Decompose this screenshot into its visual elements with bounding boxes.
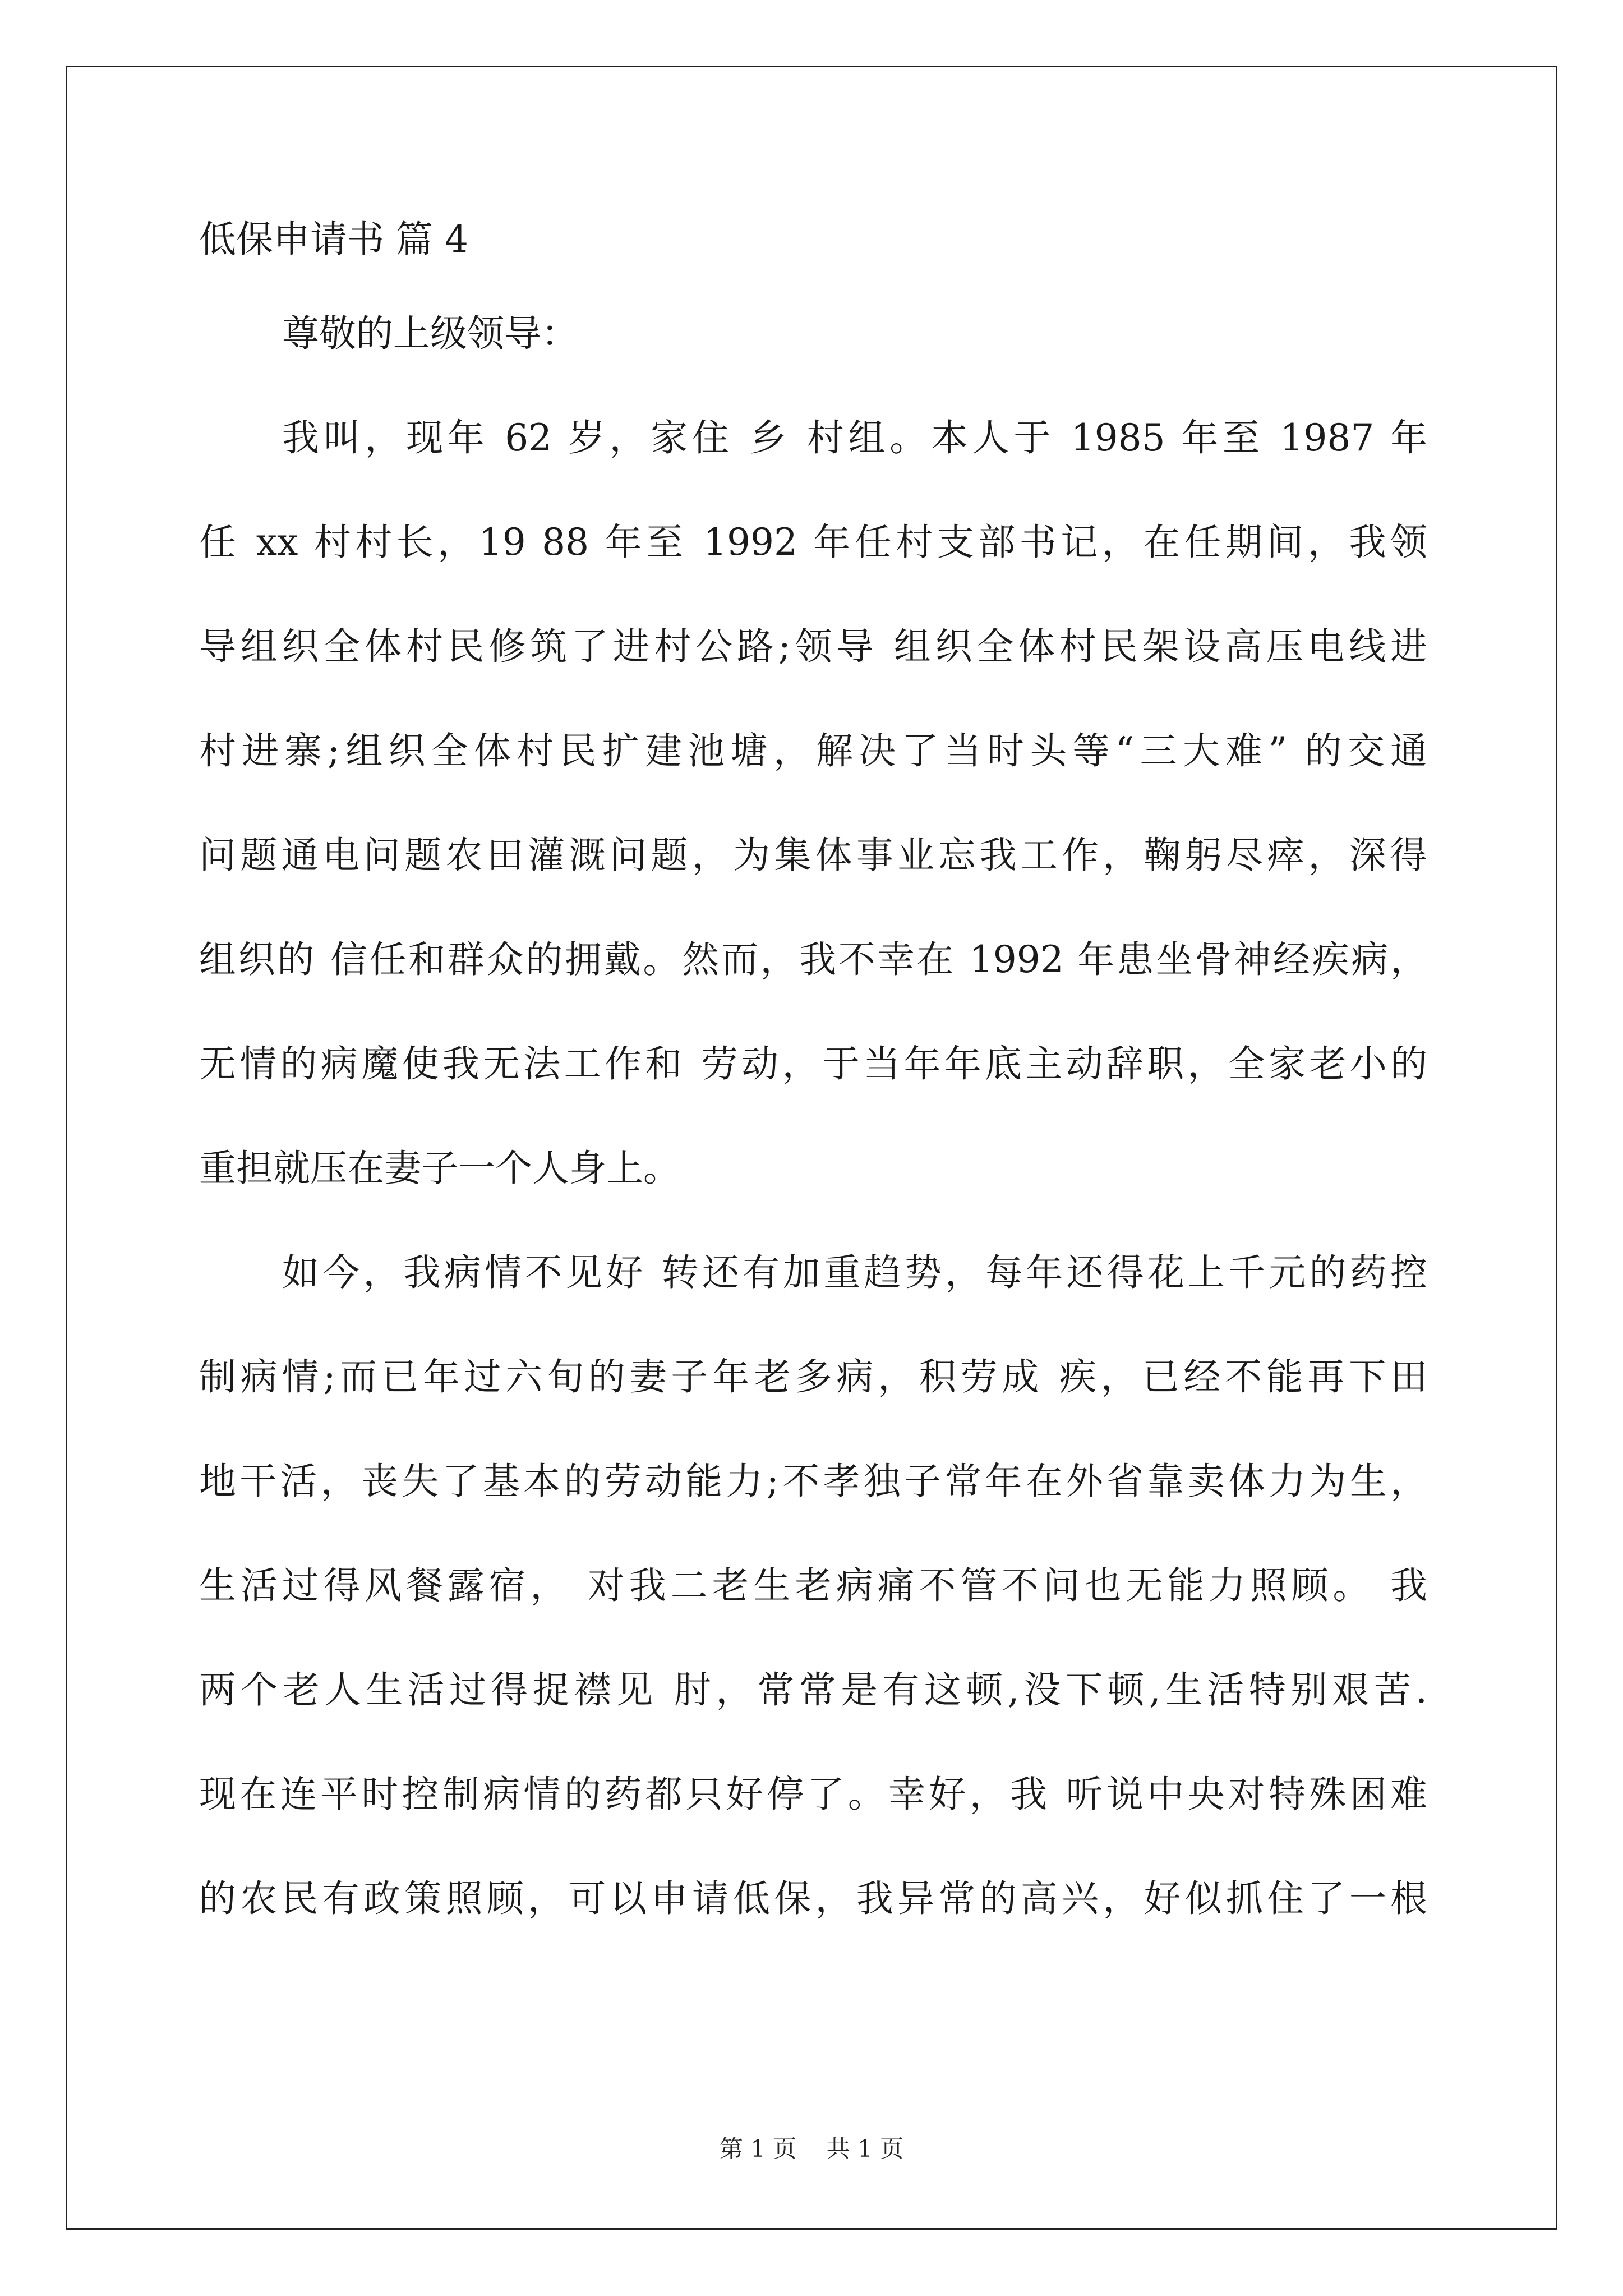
paragraph-line: 如今，我病情不见好 转还有加重趋势，每年还得花上千元的药控 [282, 1251, 1427, 1294]
paragraph-line: 的农民有政策照顾，可以申请低保，我异常的高兴，好似抓住了一根 [199, 1877, 1427, 1920]
paragraph-line: 制病情;而已年过六旬的妻子年老多病，积劳成 疾，已经不能再下田 [199, 1355, 1427, 1398]
page-number-footer: 第 1 页 共 1 页 [719, 2135, 904, 2162]
paragraph-line: 问题通电问题农田灌溉问题，为集体事业忘我工作，鞠躬尽瘁，深得 [199, 834, 1427, 877]
paragraph-1 [199, 412, 1427, 1195]
document-body [199, 213, 1427, 1977]
paragraph-line: 生活过得风餐露宿， 对我二老生老病痛不管不问也无能力照顾。 我 [199, 1564, 1427, 1607]
paragraph-line: 重担就压在妻子一个人身上。 [199, 1147, 680, 1190]
paragraph-line: 导组织全体村民修筑了进村公路;领导 组织全体村民架设高压电线进 [199, 625, 1427, 668]
paragraph-line: 现在连平时控制病情的药都只好停了。幸好，我 听说中央对特殊困难 [199, 1773, 1427, 1816]
paragraph-line: 任 xx 村村长，19 88 年至 1992 年任村支部书记，在任期间，我领 [199, 521, 1427, 564]
document-title: 低保申请书 篇 4 [199, 218, 468, 261]
salutation: 尊敬的上级领导： [282, 312, 578, 355]
paragraph-line: 我叫，现年 62 岁，家住 乡 村组。本人于 1985 年至 1987 年 [282, 416, 1427, 459]
paragraph-2 [199, 1246, 1427, 1925]
paragraph-line: 组织的 信任和群众的拥戴。然而，我不幸在 1992 年患坐骨神经疾病， [199, 938, 1427, 981]
paragraph-line: 无情的病魔使我无法工作和 劳动，于当年年底主动辞职，全家老小的 [199, 1042, 1427, 1085]
paragraph-line: 村进寨;组织全体村民扩建池塘，解决了当时头等“三大难” 的交通 [199, 729, 1427, 772]
paragraph-line: 两个老人生活过得捉襟见 肘，常常是有这顿,没下顿,生活特别艰苦. [199, 1668, 1427, 1711]
paragraph-line: 地干活，丧失了基本的劳动能力;不孝独子常年在外省靠卖体力为生， [199, 1460, 1427, 1503]
